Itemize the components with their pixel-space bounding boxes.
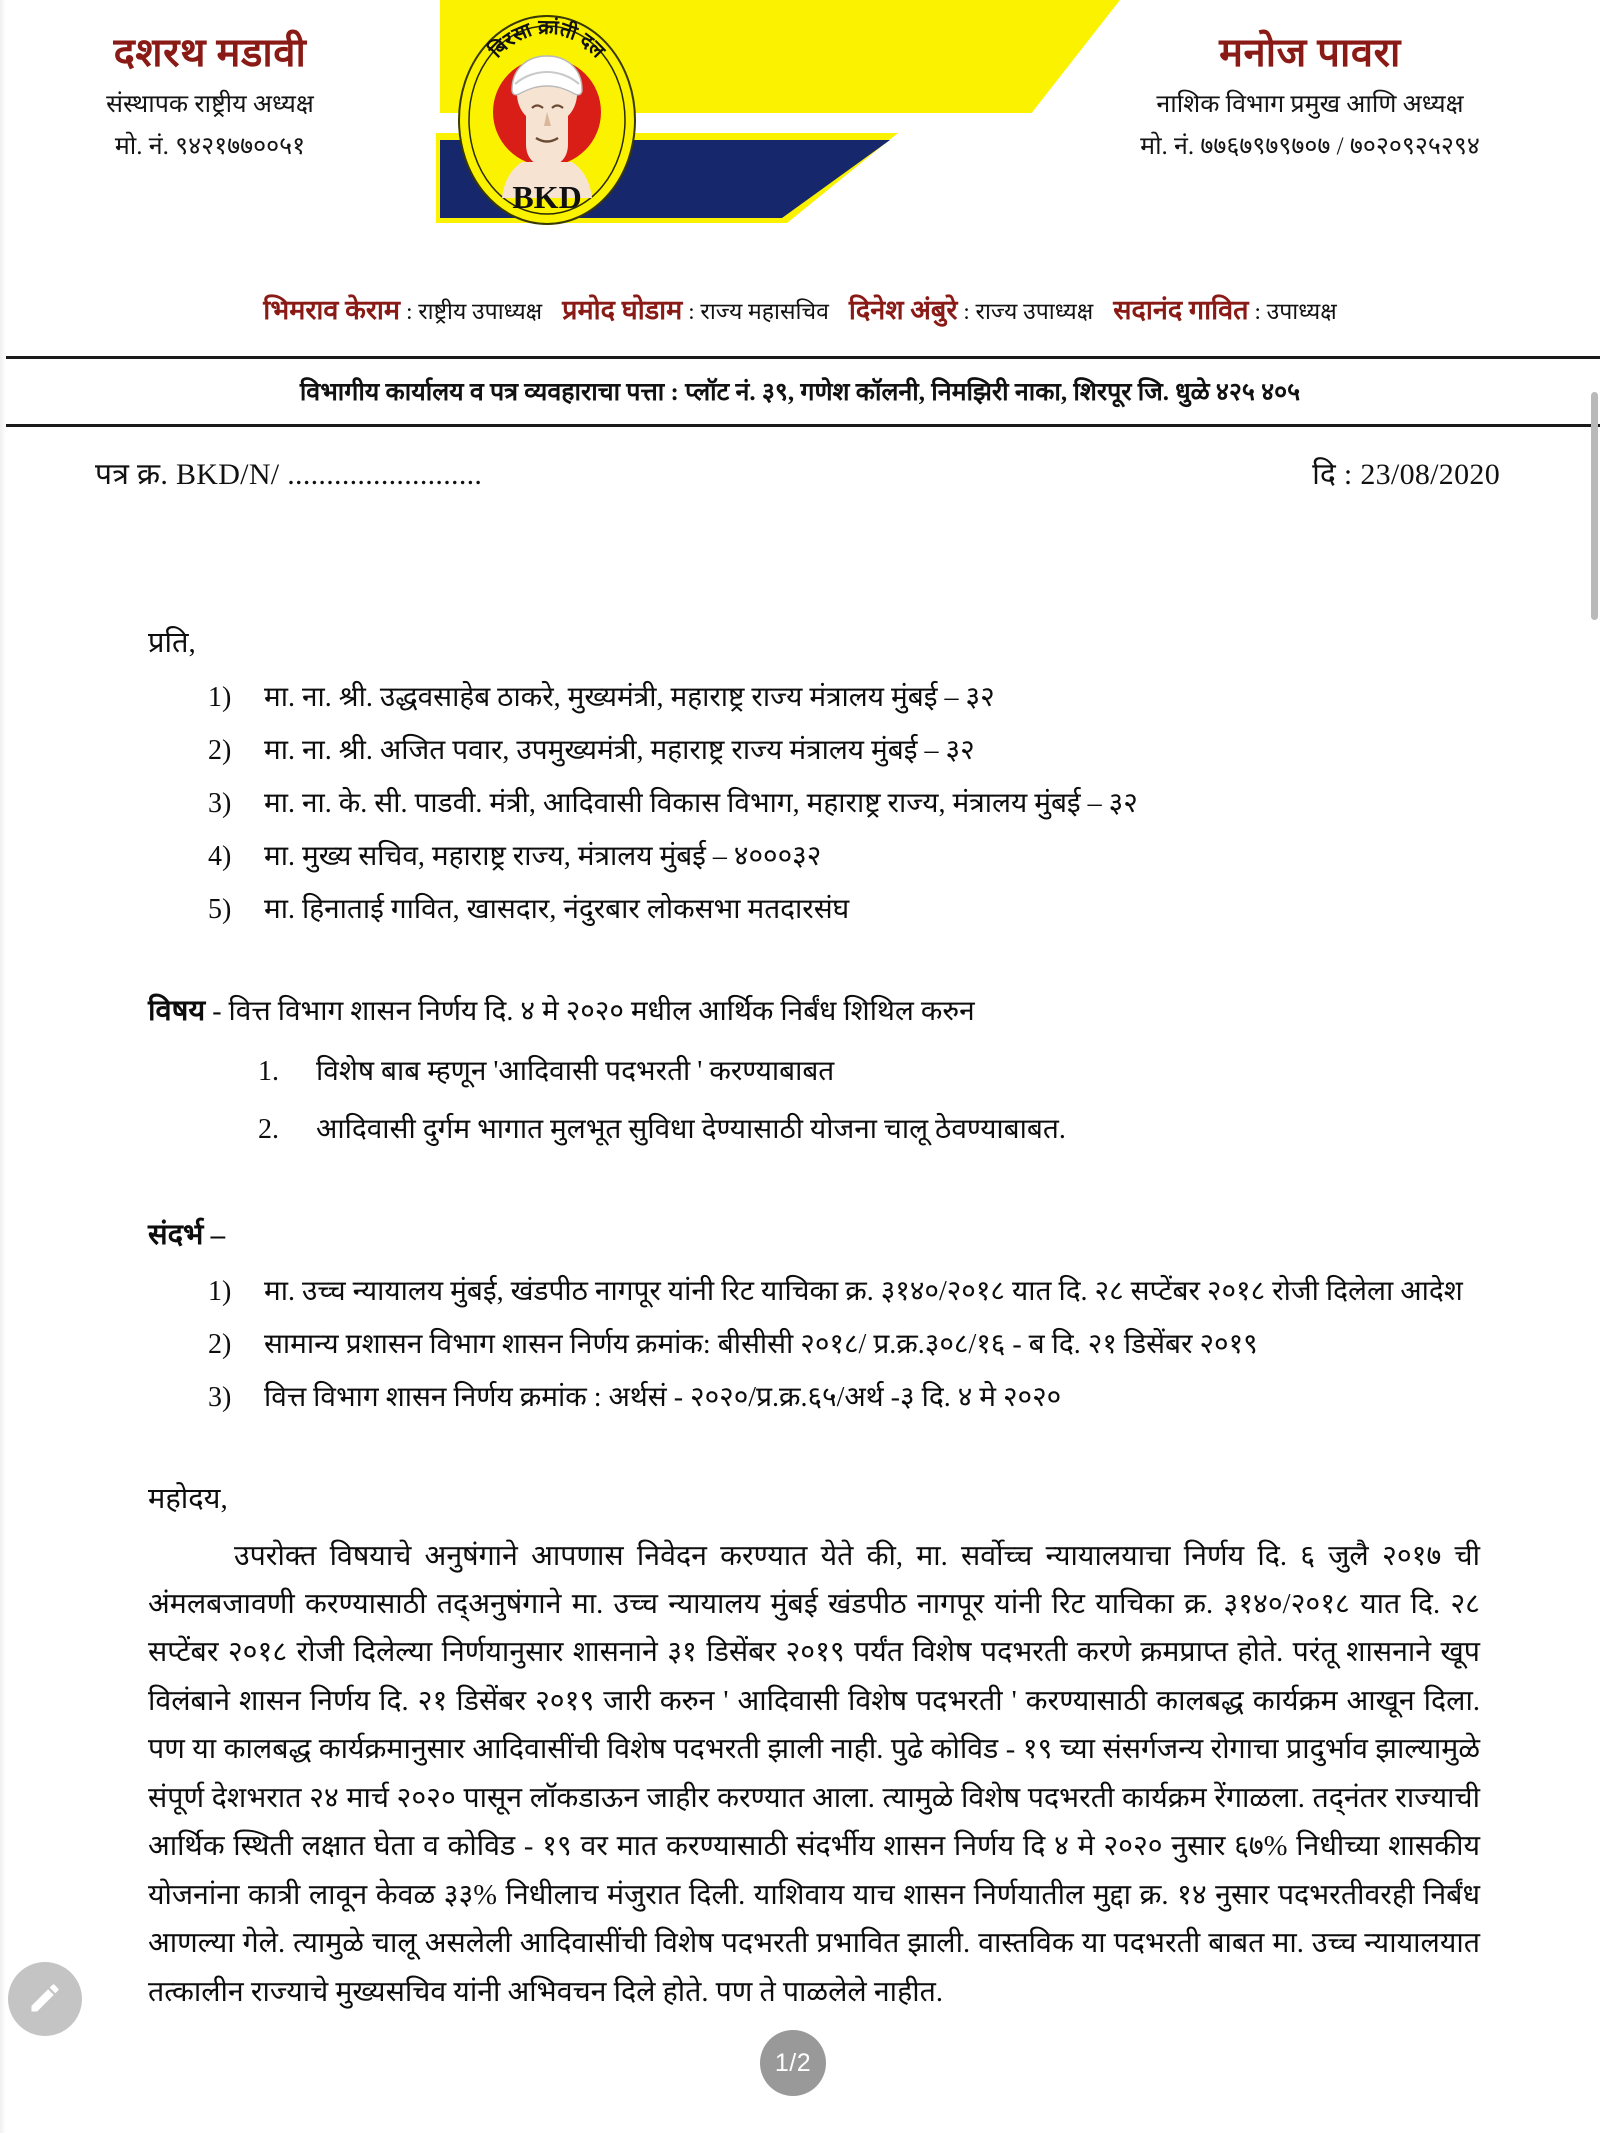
edit-fab-button[interactable] — [8, 1962, 82, 2036]
list-item — [208, 1324, 1480, 1366]
body-salutation: महोदय, — [148, 1482, 228, 1515]
officer-name: प्रमोद घोडाम — [562, 295, 683, 325]
list-item — [208, 783, 1480, 825]
letter-number: पत्र क्र. BKD/N/ ......................... — [95, 458, 483, 491]
list-text: मा. उच्च न्यायालय मुंबई, खंडपीठ नागपूर यांनी रिट याचिका क्र. ३१४०/२०१८ यात दि. २८ सप्टेंबर २०१८ रोजी दिलेला आदेश — [264, 1275, 1463, 1307]
left-officer-role: संस्थापक राष्ट्रीय अध्यक्ष — [106, 91, 314, 118]
subject-block — [148, 988, 1480, 1153]
office-address-line: विभागीय कार्यालय व पत्र व्यवहाराचा पत्ता : प्लॉट नं. ३९, गणेश कॉलनी, निमझिरी नाका, शिरपूर जि. धुळे ४२५ ४०५ — [299, 379, 1301, 406]
officer-chip — [562, 290, 829, 327]
letter-date: दि : 23/08/2020 — [1312, 458, 1500, 491]
letterhead — [0, 0, 1600, 245]
subject-label: विषय — [148, 994, 206, 1027]
left-officer-name: दशरथ मडावी — [113, 30, 307, 75]
recipients-heading: प्रति, — [148, 627, 196, 659]
list-marker: 2) — [208, 734, 232, 766]
bkd-emblem-logo — [452, 12, 642, 228]
officer-chip — [1113, 290, 1337, 327]
left-officer-block — [0, 30, 420, 164]
references-label: संदर्भ – — [148, 1218, 226, 1251]
scrollbar-track[interactable] — [1590, 0, 1600, 2133]
references-list — [208, 1271, 1480, 1419]
list-item — [208, 1271, 1480, 1313]
scrollbar-thumb[interactable] — [1591, 392, 1598, 620]
officers-row — [0, 290, 1600, 327]
list-marker: 5) — [208, 893, 232, 925]
page-indicator: 1/2 — [760, 2030, 826, 2096]
list-text: मा. मुख्य सचिव, महाराष्ट्र राज्य, मंत्रालय मुंबई – ४०००३२ — [264, 840, 822, 872]
body-paragraph — [148, 1533, 1480, 2017]
list-marker: 1) — [208, 1275, 232, 1307]
list-marker: 3) — [208, 1381, 232, 1413]
paragraph-text: उपरोक्त विषयाचे अनुषंगाने आपणास निवेदन करण्यात येते की, मा. सर्वोच्च न्यायालयाचा निर्णय दि. ६ जुलै २०१७ ची अंमलबजावणी करण्यासाठी तद्अनुषंगाने मा. उच्च न्यायालय मुंबई खंडपीठ नागपूर यांनी रिट याचिका क्र. ३१४०/२०१८ यात दि. २८ सप्टेंबर २०१८ रोजी दिलेल्या निर्णयानुसार शासनाने ३१ डिसेंबर २०१९ पर्यंत विशेष पदभरती करणे क्रमप्राप्त होते. परंतू शासनाने खूप विलंबाने शासन निर्णय दि. २१ डिसेंबर २०१९ जारी करुन ' आदिवासी विशेष पदभरती ' करण्यासाठी कालबद्ध कार्यक्रम आखून दिला. पण या कालबद्ध कार्यक्रमानुसार आदिवासींची विशेष पदभरती झाली नाही. पुढे कोविड - १९ च्या संसर्गजन्य रोगाचा प्रादुर्भाव झाल्यामुळे संपूर्ण देशभरात २४ मार्च २०२० पासून लॉकडाऊन जाहीर करण्यात आला. त्यामुळे विशेष पदभरती कार्यक्रम रेंगाळला. तद्नंतर राज्याची आर्थिक स्थिती लक्षात घेता व कोविड - १९ वर मात करण्यासाठी संदर्भीय शासन निर्णय दि ४ मे २०२० नुसार ६७% निधीच्या शासकीय योजनांना कात्री लावून केवळ ३३% निधीलाच मंजुरात दिली. याशिवाय याच शासन निर्णयातील मुद्दा क्र. १४ नुसार पदभरतीवरही निर्बंध आणल्या गेले. त्यामुळे चालू असलेली आदिवासींची विशेष पदभरती प्रभावित झाली. वास्तविक या पदभरती बाबत मा. उच्च न्यायालयात तत्कालीन राज्याचे मुख्यसचिव यांनी अभिवचन दिले होते. पण ते पाळलेले नाहीत. — [148, 1540, 1480, 2008]
right-officer-block — [1030, 30, 1590, 164]
list-item — [258, 1107, 1480, 1152]
right-officer-role: नाशिक विभाग प्रमुख आणि अध्यक्ष — [1156, 91, 1464, 118]
list-marker: 2) — [208, 1328, 232, 1360]
list-item — [208, 889, 1480, 931]
left-officer-phone: मो. नं. ९४२१७७००५१ — [114, 132, 306, 160]
subject-points-list — [258, 1049, 1480, 1153]
list-item — [258, 1049, 1480, 1094]
officer-title: : राष्ट्रीय उपाध्यक्ष — [406, 299, 543, 324]
list-text: मा. ना. श्री. उद्धवसाहेब ठाकरे, मुख्यमंत्री, महाराष्ट्र राज्य मंत्रालय मुंबई – ३२ — [264, 681, 995, 713]
list-text: सामान्य प्रशासन विभाग शासन निर्णय क्रमांक: बीसीसी २०१८/ प्र.क्र.३०८/१६ - ब दि. २१ डिसेंबर २०१९ — [264, 1328, 1258, 1360]
list-item — [208, 730, 1480, 772]
right-officer-name: मनोज पावरा — [1219, 30, 1401, 75]
officer-title: : उपाध्यक्ष — [1254, 299, 1337, 324]
reference-date-row — [0, 452, 1600, 493]
officer-name: भिमराव केराम — [263, 295, 401, 325]
list-marker: 2. — [258, 1114, 279, 1146]
list-marker: 3) — [208, 787, 232, 819]
list-item — [208, 836, 1480, 878]
list-text: वित्त विभाग शासन निर्णय क्रमांक : अर्थसं - २०२०/प्र.क्र.६५/अर्थ -३ दि. ४ मे २०२० — [264, 1381, 1062, 1413]
svg-text:बिरसा क्रांती दल: बिरसा क्रांती दल — [485, 16, 609, 63]
svg-text:BKD: BKD — [512, 179, 582, 215]
list-marker: 1) — [208, 681, 232, 713]
list-text: विशेष बाब म्हणून 'आदिवासी पदभरती ' करण्याबाबत — [316, 1055, 835, 1087]
officer-chip — [849, 290, 1093, 327]
divider-rule-bottom — [0, 424, 1600, 427]
list-text: मा. ना. के. सी. पाडवी. मंत्री, आदिवासी विकास विभाग, महाराष्ट्र राज्य, मंत्रालय मुंबई – ३२ — [264, 787, 1138, 819]
list-item — [208, 1377, 1480, 1419]
officer-name: सदानंद गावित — [1113, 295, 1249, 325]
officer-name: दिनेश अंबुरे — [848, 295, 958, 325]
divider-rule-top — [0, 356, 1600, 359]
officer-chip — [263, 290, 542, 327]
list-text: आदिवासी दुर्गम भागात मुलभूत सुविधा देण्यासाठी योजना चालू ठेवण्याबाबत. — [316, 1114, 1066, 1146]
body-block — [148, 1476, 1480, 2017]
list-marker: 4) — [208, 840, 232, 872]
list-item — [208, 677, 1480, 719]
pencil-icon — [27, 1980, 63, 2019]
letter-body — [0, 620, 1600, 2017]
recipients-list — [208, 677, 1480, 931]
references-block — [148, 1212, 1480, 1419]
list-text: मा. हिनाताई गावित, खासदार, नंदुरबार लोकसभा मतदारसंघ — [264, 893, 850, 925]
subject-line: - वित्त विभाग शासन निर्णय दि. ४ मे २०२० मधील आर्थिक निर्बंध शिथिल करुन — [205, 995, 975, 1027]
list-marker: 1. — [258, 1055, 279, 1087]
list-text: मा. ना. श्री. अजित पवार, उपमुख्यमंत्री, महाराष्ट्र राज्य मंत्रालय मुंबई – ३२ — [264, 734, 975, 766]
officer-title: : राज्य उपाध्यक्ष — [963, 299, 1094, 324]
officer-title: : राज्य महासचिव — [688, 299, 829, 324]
right-officer-phone: मो. नं. ७७६७९७९७०७ / ७०२०९२५२९४ — [1140, 132, 1480, 160]
